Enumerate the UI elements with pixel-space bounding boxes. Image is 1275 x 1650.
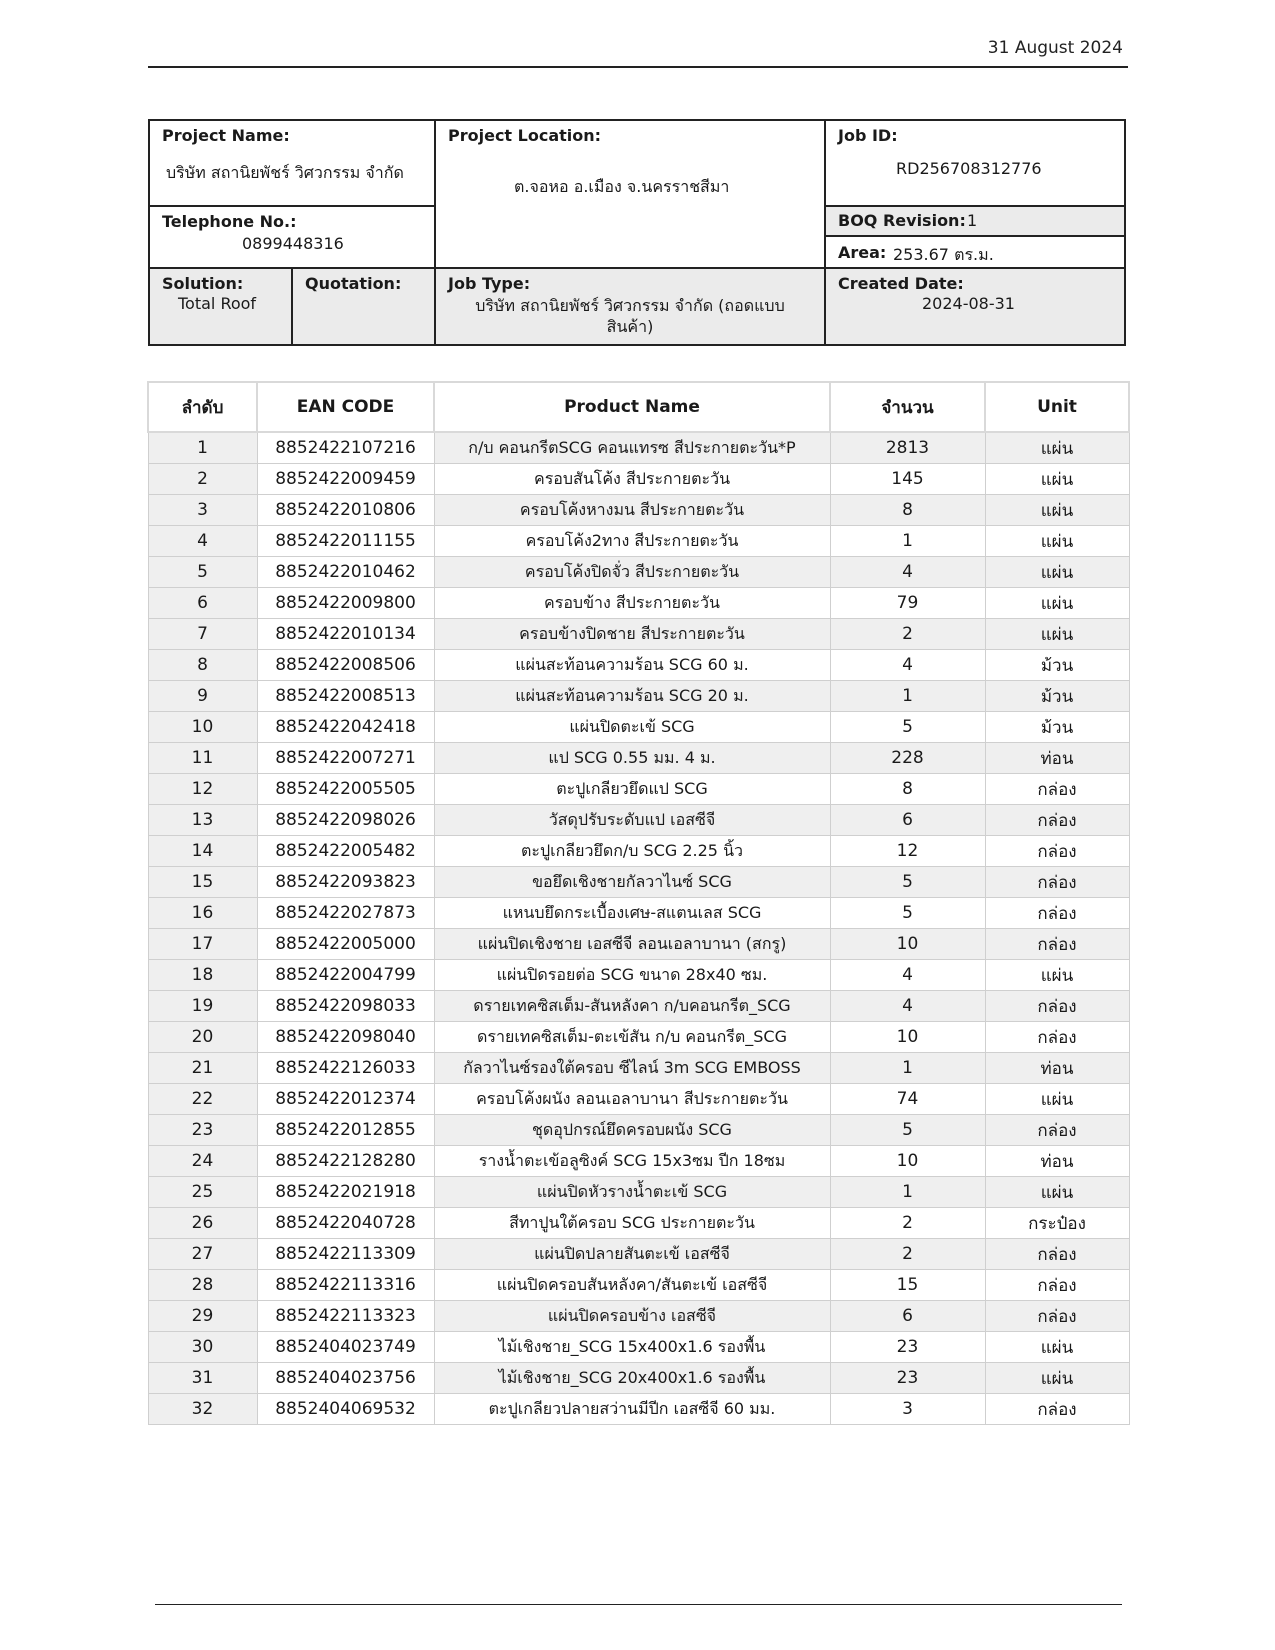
quantity: 4 [830,650,985,681]
product-name: แผ่นปิดครอบข้าง เอสซีจี [434,1301,830,1332]
row-number: 29 [148,1301,257,1332]
table-row [148,960,1129,991]
row-number: 10 [148,712,257,743]
row-number: 16 [148,898,257,929]
ean-code: 8852422021918 [257,1177,434,1208]
table-row [148,1239,1129,1270]
product-name: ครอบโค้งหางมน สีประกายตะวัน [434,495,830,526]
ean-code: 8852422040728 [257,1208,434,1239]
product-name: แผ่นปิดรอยต่อ SCG ขนาด 28x40 ซม. [434,960,830,991]
row-number: 9 [148,681,257,712]
unit: แผ่น [985,619,1129,650]
ean-code: 8852422005482 [257,836,434,867]
quantity: 4 [830,960,985,991]
row-number: 5 [148,557,257,588]
product-name: วัสดุปรับระดับแป เอสซีจี [434,805,830,836]
ean-code: 8852422010462 [257,557,434,588]
ean-code: 8852422004799 [257,960,434,991]
unit: ม้วน [985,650,1129,681]
ean-code: 8852422005000 [257,929,434,960]
ean-code: 8852422011155 [257,526,434,557]
quantity: 2 [830,1208,985,1239]
ean-code: 8852422012855 [257,1115,434,1146]
quantity: 5 [830,867,985,898]
solution-value: Total Roof [178,294,257,313]
table-row [148,774,1129,805]
quantity: 10 [830,929,985,960]
product-name: ครอบโค้งผนัง ลอนเอลาบานา สีประกายตะวัน [434,1084,830,1115]
table-row [148,1270,1129,1301]
table-row [148,681,1129,712]
project-info-grid [148,119,1126,346]
product-name: แผ่นสะท้อนความร้อน SCG 20 ม. [434,681,830,712]
unit: แผ่น [985,1177,1129,1208]
quantity: 74 [830,1084,985,1115]
unit: แผ่น [985,432,1129,464]
row-number: 17 [148,929,257,960]
quotation-label: Quotation: [305,274,402,293]
quantity: 2 [830,1239,985,1270]
quantity: 10 [830,1146,985,1177]
unit: แผ่น [985,495,1129,526]
table-row [148,464,1129,495]
unit: กล่อง [985,774,1129,805]
telephone-label: Telephone No.: [162,212,297,231]
product-name: ตะปูเกลียวยึดก/บ SCG 2.25 นิ้ว [434,836,830,867]
quantity: 5 [830,712,985,743]
row-number: 24 [148,1146,257,1177]
created-date-label: Created Date: [838,274,964,293]
row-number: 14 [148,836,257,867]
row-number: 2 [148,464,257,495]
product-name: รางน้ำตะเข้อลูซิงค์ SCG 15x3ซม ปีก 18ซม [434,1146,830,1177]
unit: ท่อน [985,743,1129,774]
ean-code: 8852422098040 [257,1022,434,1053]
unit: ท่อน [985,1053,1129,1084]
quantity: 8 [830,495,985,526]
row-number: 18 [148,960,257,991]
unit: แผ่น [985,1332,1129,1363]
quantity: 228 [830,743,985,774]
ean-code: 8852422098033 [257,991,434,1022]
table-row [148,1301,1129,1332]
table-row [148,1208,1129,1239]
quantity: 3 [830,1394,985,1425]
ean-code: 8852422010134 [257,619,434,650]
quantity: 1 [830,1177,985,1208]
telephone-cell [150,207,436,269]
unit: แผ่น [985,588,1129,619]
quantity: 23 [830,1363,985,1394]
unit: กล่อง [985,1270,1129,1301]
row-number: 8 [148,650,257,681]
unit: กล่อง [985,1394,1129,1425]
created-date-cell [826,269,1124,344]
col-header-unit: Unit [985,382,1129,432]
ean-code: 8852422093823 [257,867,434,898]
table-row [148,805,1129,836]
quantity: 79 [830,588,985,619]
bottom-divider [155,1604,1122,1605]
table-row [148,836,1129,867]
table-row [148,1146,1129,1177]
ean-code: 8852422008513 [257,681,434,712]
unit: กล่อง [985,836,1129,867]
product-name: แผ่นสะท้อนความร้อน SCG 60 ม. [434,650,830,681]
table-row [148,526,1129,557]
row-number: 11 [148,743,257,774]
unit: กระป๋อง [985,1208,1129,1239]
product-name: ไม้เชิงชาย_SCG 15x400x1.6 รองพื้น [434,1332,830,1363]
col-header-ean: EAN CODE [257,382,434,432]
telephone-value: 0899448316 [242,234,344,253]
table-row [148,1115,1129,1146]
ean-code: 8852422010806 [257,495,434,526]
product-name: ตะปูเกลียวปลายสว่านมีปีก เอสซีจี 60 มม. [434,1394,830,1425]
row-number: 4 [148,526,257,557]
row-number: 32 [148,1394,257,1425]
quantity: 8 [830,774,985,805]
ean-code: 8852422113316 [257,1270,434,1301]
quantity: 5 [830,1115,985,1146]
table-row [148,432,1129,464]
quantity: 2 [830,619,985,650]
product-name: แผ่นปิดตะเข้ SCG [434,712,830,743]
row-number: 26 [148,1208,257,1239]
ean-code: 8852422098026 [257,805,434,836]
unit: ม้วน [985,712,1129,743]
project-location-label: Project Location: [448,126,602,145]
product-name: แหนบยึดกระเบื้องเศษ-สแตนเลส SCG [434,898,830,929]
product-name: ก/บ คอนกรีตSCG คอนแทรซ สีประกายตะวัน*P [434,432,830,464]
job-id-value: RD256708312776 [896,159,1042,178]
table-row [148,898,1129,929]
table-row [148,991,1129,1022]
boq-revision-cell [826,207,1124,237]
project-name-label: Project Name: [162,126,290,145]
quantity: 145 [830,464,985,495]
row-number: 1 [148,432,257,464]
unit: กล่อง [985,1022,1129,1053]
ean-code: 8852422027873 [257,898,434,929]
unit: แผ่น [985,557,1129,588]
quantity: 6 [830,1301,985,1332]
quantity: 4 [830,991,985,1022]
product-table [147,381,1130,1425]
ean-code: 8852422007271 [257,743,434,774]
area-value: 253.67 ตร.ม. [893,245,994,264]
row-number: 7 [148,619,257,650]
quantity: 23 [830,1332,985,1363]
document-date: 31 August 2024 [987,38,1123,58]
job-id-cell [826,121,1124,207]
unit: กล่อง [985,1239,1129,1270]
table-row [148,619,1129,650]
solution-cell [150,269,293,344]
quantity: 5 [830,898,985,929]
product-name: ตะปูเกลียวยึดแป SCG [434,774,830,805]
row-number: 28 [148,1270,257,1301]
row-number: 27 [148,1239,257,1270]
table-row [148,495,1129,526]
job-type-line-2: สินค้า) [606,317,654,336]
quantity: 1 [830,526,985,557]
product-name: ครอบข้างปิดชาย สีประกายตะวัน [434,619,830,650]
unit: ท่อน [985,1146,1129,1177]
quantity: 1 [830,1053,985,1084]
row-number: 12 [148,774,257,805]
product-name: ครอบสันโค้ง สีประกายตะวัน [434,464,830,495]
row-number: 15 [148,867,257,898]
project-name-cell [150,121,436,207]
row-number: 23 [148,1115,257,1146]
ean-code: 8852404023749 [257,1332,434,1363]
product-name: ชุดอุปกรณ์ยึดครอบผนัง SCG [434,1115,830,1146]
project-name-value: บริษัท สถานิยพัชร์ วิศวกรรม จำกัด [166,163,404,182]
unit: แผ่น [985,1363,1129,1394]
product-name: แผ่นปิดเชิงชาย เอสซีจี ลอนเอลาบานา (สกรู) [434,929,830,960]
table-row [148,1084,1129,1115]
unit: กล่อง [985,1115,1129,1146]
unit: แผ่น [985,960,1129,991]
job-type-value [436,295,824,337]
row-number: 21 [148,1053,257,1084]
ean-code: 8852422012374 [257,1084,434,1115]
quantity: 6 [830,805,985,836]
ean-code: 8852422113323 [257,1301,434,1332]
product-name: กัลวาไนซ์รองใต้ครอบ ซีไลน์ 3m SCG EMBOSS [434,1053,830,1084]
job-type-line-1: บริษัท สถานิยพัชร์ วิศวกรรม จำกัด (ถอดแบบ [475,296,785,315]
quantity: 12 [830,836,985,867]
ean-code: 8852422005505 [257,774,434,805]
quantity: 2813 [830,432,985,464]
product-name: แผ่นปิดหัวรางน้ำตะเข้ SCG [434,1177,830,1208]
product-name: ดรายเทคซิสเต็ม-สันหลังคา ก/บคอนกรีต_SCG [434,991,830,1022]
unit: แผ่น [985,1084,1129,1115]
product-name: แผ่นปิดครอบสันหลังคา/สันตะเข้ เอสซีจี [434,1270,830,1301]
job-type-label: Job Type: [448,274,531,293]
col-header-qty: จำนวน [830,382,985,432]
product-name: ครอบโค้งปิดจั่ว สีประกายตะวัน [434,557,830,588]
table-row [148,1022,1129,1053]
unit: กล่อง [985,929,1129,960]
boq-revision-value: 1 [967,211,978,230]
area-cell [826,237,1124,269]
ean-code: 8852422128280 [257,1146,434,1177]
product-name: ไม้เชิงชาย_SCG 20x400x1.6 รองพื้น [434,1363,830,1394]
row-number: 6 [148,588,257,619]
unit: ม้วน [985,681,1129,712]
col-header-product: Product Name [434,382,830,432]
row-number: 13 [148,805,257,836]
unit: กล่อง [985,991,1129,1022]
created-date-value: 2024-08-31 [922,294,1015,313]
product-name: ดรายเทคซิสเต็ม-ตะเข้สัน ก/บ คอนกรีต_SCG [434,1022,830,1053]
table-row [148,588,1129,619]
table-row [148,867,1129,898]
quantity: 10 [830,1022,985,1053]
unit: แผ่น [985,526,1129,557]
row-number: 31 [148,1363,257,1394]
ean-code: 8852404023756 [257,1363,434,1394]
row-number: 25 [148,1177,257,1208]
job-id-label: Job ID: [838,126,898,145]
product-name: ครอบข้าง สีประกายตะวัน [434,588,830,619]
row-number: 19 [148,991,257,1022]
table-row [148,1332,1129,1363]
top-divider [148,66,1128,68]
product-name: แป SCG 0.55 มม. 4 ม. [434,743,830,774]
project-location-cell [436,121,826,269]
ean-code: 8852422008506 [257,650,434,681]
unit: แผ่น [985,464,1129,495]
table-row [148,743,1129,774]
col-header-no: ลำดับ [148,382,257,432]
unit: กล่อง [985,867,1129,898]
quantity: 4 [830,557,985,588]
ean-code: 8852422107216 [257,432,434,464]
product-name: ครอบโค้ง2ทาง สีประกายตะวัน [434,526,830,557]
table-row [148,1363,1129,1394]
product-name: แผ่นปิดปลายสันตะเข้ เอสซีจี [434,1239,830,1270]
area-label: Area: [838,243,887,262]
ean-code: 8852422113309 [257,1239,434,1270]
table-row [148,557,1129,588]
table-row [148,650,1129,681]
table-header-row [148,382,1129,432]
quantity: 15 [830,1270,985,1301]
table-row [148,1177,1129,1208]
quotation-cell [293,269,436,344]
product-name: ขอยึดเชิงชายกัลวาไนซ์ SCG [434,867,830,898]
row-number: 20 [148,1022,257,1053]
ean-code: 8852422126033 [257,1053,434,1084]
quantity: 1 [830,681,985,712]
table-row [148,1394,1129,1425]
table-row [148,1053,1129,1084]
ean-code: 8852422009800 [257,588,434,619]
row-number: 30 [148,1332,257,1363]
solution-label: Solution: [162,274,244,293]
row-number: 3 [148,495,257,526]
row-number: 22 [148,1084,257,1115]
ean-code: 8852422009459 [257,464,434,495]
table-row [148,929,1129,960]
unit: กล่อง [985,898,1129,929]
unit: กล่อง [985,805,1129,836]
ean-code: 8852422042418 [257,712,434,743]
unit: กล่อง [985,1301,1129,1332]
ean-code: 8852404069532 [257,1394,434,1425]
boq-revision-label: BOQ Revision: [838,211,966,230]
table-row [148,712,1129,743]
job-type-cell [436,269,826,344]
product-name: สีทาปูนใต้ครอบ SCG ประกายตะวัน [434,1208,830,1239]
project-location-value: ต.จอหอ อ.เมือง จ.นครราชสีมา [514,177,730,196]
